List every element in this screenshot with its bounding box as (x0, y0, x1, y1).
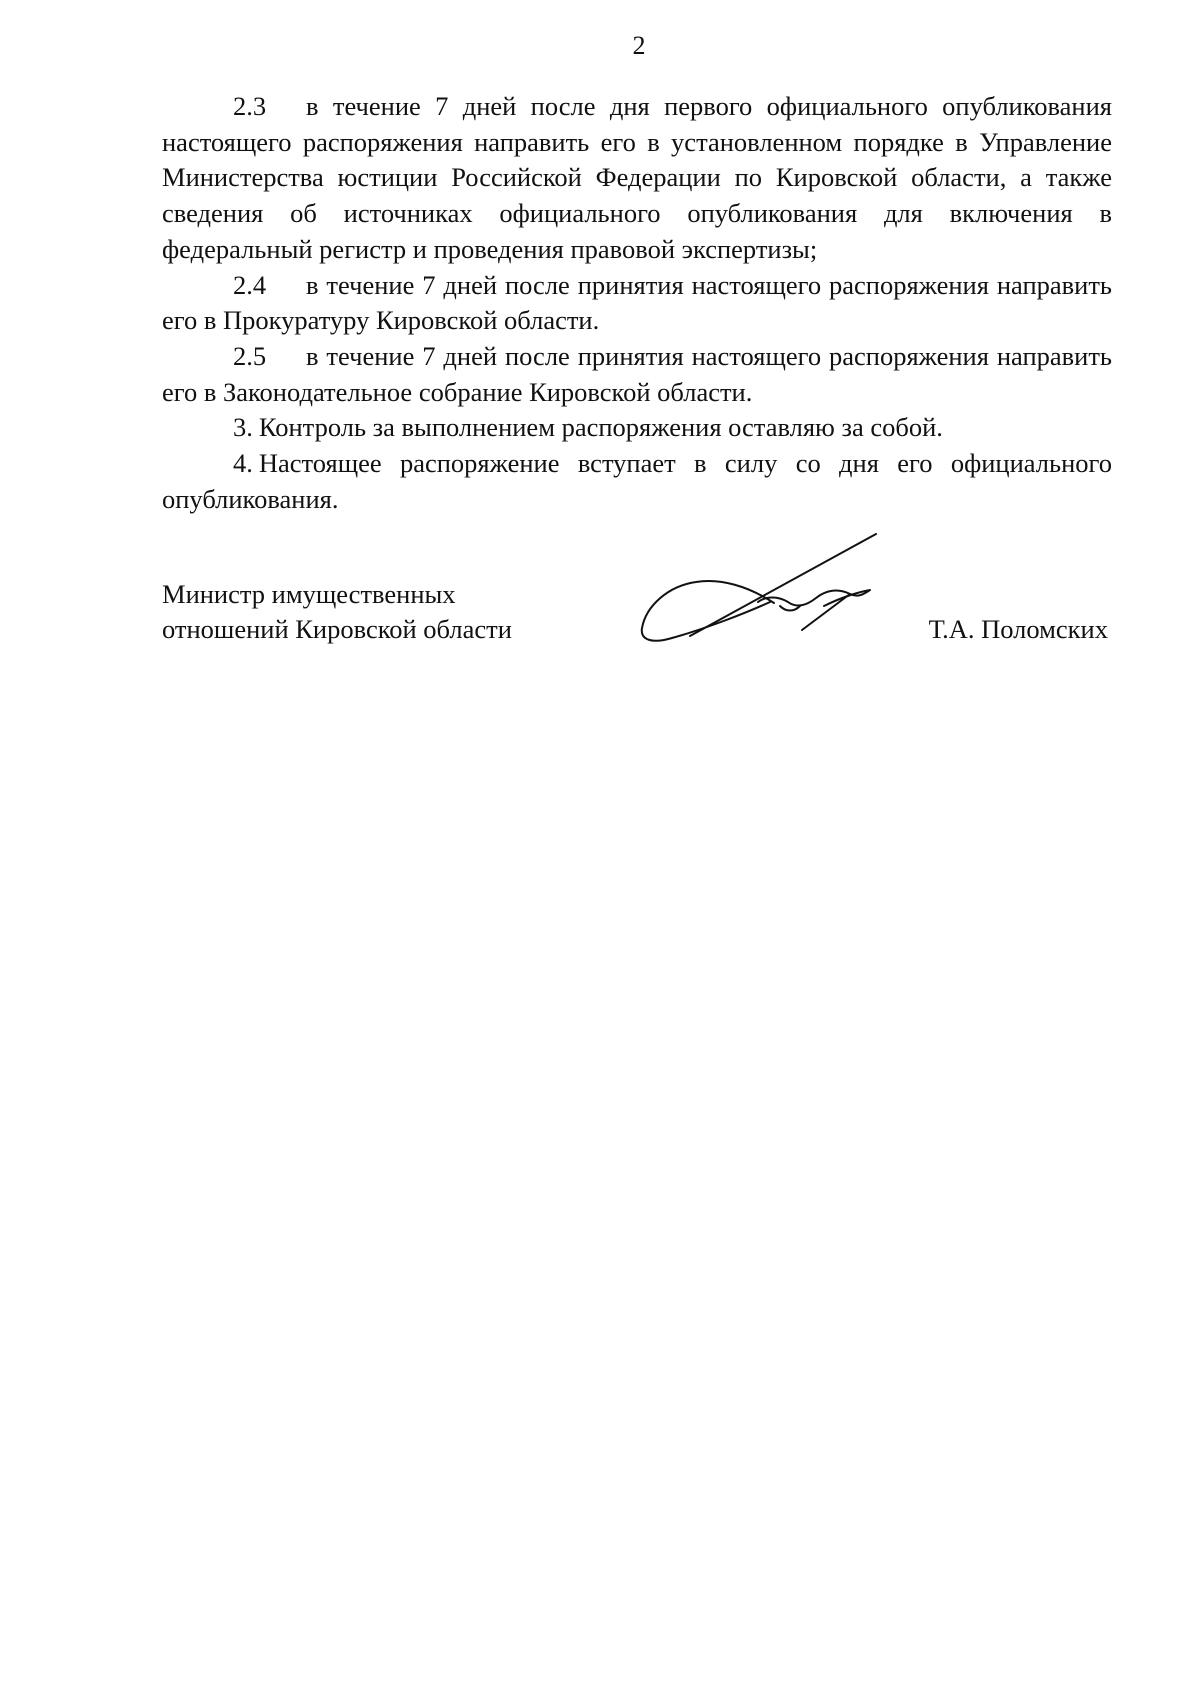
paragraph-number: 2.3 (233, 91, 267, 121)
signature-block (162, 577, 1112, 657)
paragraph-number: 2.5 (233, 340, 267, 371)
page-number: 2 (632, 31, 646, 60)
paragraph-text: в течение 7 дней после принятия настоящего распоряжения направить его в Прокуратуру Кировской области. (162, 269, 1112, 336)
paragraph-4 (162, 446, 1112, 517)
signatory-name: Т.А. Поломских (928, 614, 1108, 644)
document-body (162, 89, 1112, 517)
paragraph-2-5 (162, 339, 1112, 410)
paragraph-text: Контроль за выполнением распоряжения оставляю за собой. (258, 412, 943, 443)
signatory-title (162, 577, 512, 647)
paragraph-text: в течение 7 дней после принятия настоящего распоряжения направить его в Законодательное собрание Кировской области. (162, 340, 1112, 407)
paragraph-text: в течение 7 дней после дня первого официального опубликования настоящего распоряжения направить его в установленном порядке в Управление Министерства юстиции Российской Федерации по Кировской области, а также сведения об источниках официального опубликования для включения в федеральный регистр и проведения правовой экспертизы; (162, 91, 1112, 264)
paragraph-number: 2.4 (233, 269, 267, 300)
signatory-title-line: отношений Кировской области (162, 614, 512, 644)
signatory-title-line: Министр имущественных (162, 579, 456, 609)
paragraph-number: 4. (233, 448, 253, 479)
handwritten-signature (638, 528, 898, 656)
paragraph-text: Настоящее распоряжение вступает в силу со дня его официального опубликования. (162, 448, 1112, 514)
paragraph-2-4 (162, 268, 1112, 339)
paragraph-number: 3. (233, 412, 253, 443)
paragraph-2-3 (162, 89, 1112, 268)
paragraph-3 (162, 410, 1112, 446)
